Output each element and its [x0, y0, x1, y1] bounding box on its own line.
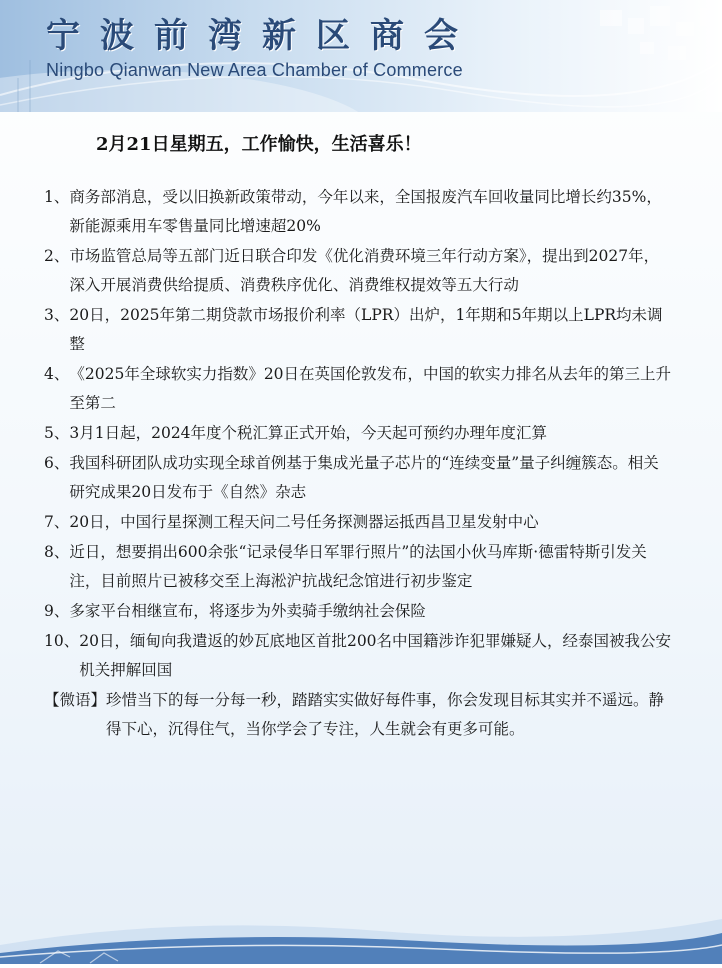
chamber-title-en: Ningbo Qianwan New Area Chamber of Commerce: [46, 60, 463, 80]
news-number: 3、: [44, 306, 70, 324]
news-number: 1、: [44, 188, 70, 206]
micro-quote-text: 珍惜当下的每一分每一秒，踏踏实实做好每件事，你会发现目标其实并不遥远。静得下心，沉得住气，当你学会了专注，人生就会有更多可能。: [106, 691, 665, 738]
news-item-4: [44, 360, 674, 418]
news-item-3: [44, 301, 674, 359]
news-text: 多家平台相继宣布，将逐步为外卖骑手缴纳社会保险: [69, 602, 426, 620]
news-text: 《2025年全球软实力指数》20日在英国伦敦发布，中国的软实力排名从去年的第三上升至第二: [69, 365, 672, 412]
news-item-1: [44, 183, 674, 241]
news-text: 20日，2025年第二期贷款市场报价利率（LPR）出炉，1年期和5年期以上LPR均未调整: [69, 306, 663, 353]
news-item-9: [44, 597, 674, 626]
date-greeting: 2月21日星期五，工作愉快，生活喜乐！: [96, 134, 422, 155]
news-number: 4、: [44, 365, 70, 383]
news-number: 7、: [44, 513, 70, 531]
footer-wave-decoration: [0, 905, 722, 964]
news-number: 6、: [44, 454, 70, 472]
news-list: [44, 183, 674, 744]
news-item-7: [44, 508, 674, 537]
news-number: 10、: [44, 632, 80, 650]
news-item-6: [44, 449, 674, 507]
news-number: 8、: [44, 543, 70, 561]
news-text: 3月1日起，2024年度个税汇算正式开始，今天起可预约办理年度汇算: [69, 424, 548, 442]
footer-wave: [0, 905, 722, 964]
header-banner: [0, 0, 722, 112]
news-text: 市场监管总局等五部门近日联合印发《优化消费环境三年行动方案》，提出到2027年，深入开展消费供给提质、消费秩序优化、消费维权提效等五大行动: [69, 247, 660, 294]
micro-quote-label: 【微语】: [44, 691, 107, 709]
news-item-5: [44, 419, 674, 448]
news-text: 20日，缅甸向我遣返的妙瓦底地区首批200名中国籍涉诈犯罪嫌疑人，经泰国被我公安机关押解回国: [79, 632, 672, 679]
news-item-10: [44, 627, 674, 685]
news-item-8: [44, 538, 674, 596]
news-item-2: [44, 242, 674, 300]
news-text: 20日，中国行星探测工程天问二号任务探测器运抵西昌卫星发射中心: [69, 513, 539, 531]
news-number: 9、: [44, 602, 70, 620]
news-text: 商务部消息，受以旧换新政策带动，今年以来，全国报废汽车回收量同比增长约35%，新能源乘用车零售量同比增速超20%: [69, 188, 662, 235]
news-number: 2、: [44, 247, 70, 265]
news-text: 我国科研团队成功实现全球首例基于集成光量子芯片的“连续变量”量子纠缠簇态。相关研究成果20日发布于《自然》杂志: [69, 454, 659, 501]
chamber-title-zh: 宁波前湾新区商会: [46, 16, 478, 56]
micro-quote: [44, 686, 674, 744]
news-number: 5、: [44, 424, 70, 442]
news-text: 近日，想要捐出600余张“记录侵华日军罪行照片”的法国小伙马库斯·德雷特斯引发关注，目前照片已被移交至上海淞沪抗战纪念馆进行初步鉴定: [69, 543, 647, 590]
